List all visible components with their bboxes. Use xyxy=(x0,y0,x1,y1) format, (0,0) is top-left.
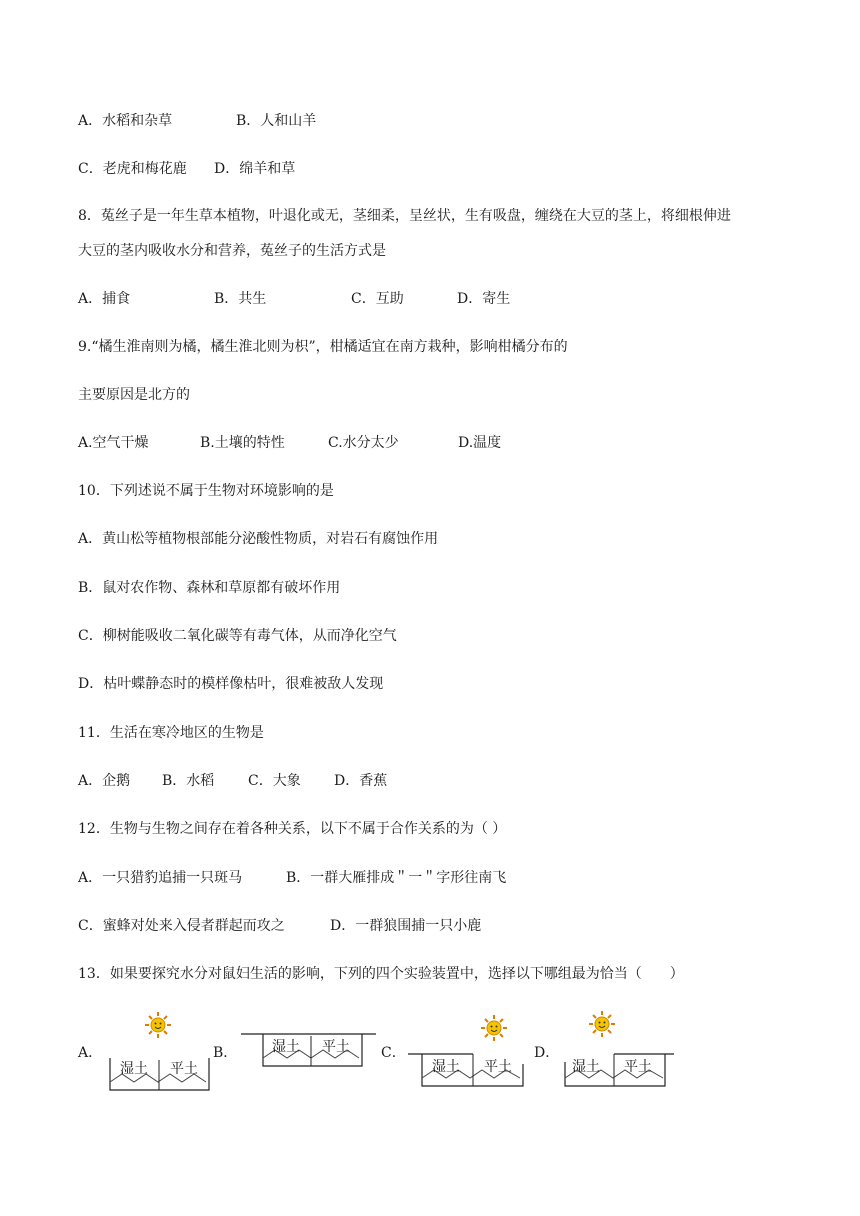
option-c: C．蜜蜂对处来入侵者群起而攻之 xyxy=(78,918,285,934)
option-b: B．水稻 xyxy=(162,773,215,789)
option-d: D．一群狼围捕一只小鹿 xyxy=(330,918,482,934)
q13-stem: 13．如果要探究水分对鼠妇生活的影响，下列的四个实验装置中，选择以下哪组最为恰当（ ） xyxy=(78,966,684,982)
option-a: A．捕食 xyxy=(78,291,131,307)
option-d: D.温度 xyxy=(458,435,502,451)
q11-options xyxy=(78,771,387,791)
option-a-letter: A． xyxy=(78,1045,103,1061)
apparatus-b xyxy=(241,1034,376,1066)
svg-text:平土: 平土 xyxy=(624,1059,652,1075)
q12-options-cd xyxy=(78,916,481,936)
apparatus-c xyxy=(408,1015,523,1086)
q10-option-a: A．黄山松等植物根部能分泌酸性物质，对岩石有腐蚀作用 xyxy=(78,531,439,547)
q7-options-ab xyxy=(78,111,316,131)
option-c: C．大象 xyxy=(248,773,301,789)
apparatus-drawings xyxy=(78,1010,778,1100)
svg-text:湿土: 湿土 xyxy=(572,1059,600,1075)
sun-icon xyxy=(145,1012,171,1038)
q9-stem-line-2: 主要原因是北方的 xyxy=(78,387,190,403)
option-a: A．水稻和杂草 xyxy=(78,113,173,129)
option-a: A．企鹅 xyxy=(78,773,131,789)
option-b: B．人和山羊 xyxy=(236,113,317,129)
option-c: C．老虎和梅花鹿 xyxy=(78,161,187,177)
option-b: B．共生 xyxy=(214,291,267,307)
svg-text:湿土: 湿土 xyxy=(432,1059,460,1075)
option-d-letter: D． xyxy=(534,1045,560,1061)
option-c: C．互助 xyxy=(351,291,404,307)
option-b-letter: B． xyxy=(213,1045,238,1061)
option-d: D．寄生 xyxy=(457,291,511,307)
svg-text:湿土: 湿土 xyxy=(272,1039,300,1055)
q10-option-c: C．柳树能吸收二氧化碳等有毒气体，从而净化空气 xyxy=(78,628,397,644)
option-a: A.空气干燥 xyxy=(78,435,149,451)
option-c-letter: C． xyxy=(381,1045,406,1061)
option-d: D．绵羊和草 xyxy=(214,161,296,177)
q8-stem-line-1: 8．菟丝子是一年生草本植物，叶退化或无，茎细柔，呈丝状，生有吸盘，缠绕在大豆的茎上，将细根伸进 xyxy=(78,208,731,224)
q11-stem: 11．生活在寒冷地区的生物是 xyxy=(78,725,264,741)
svg-text:湿土: 湿土 xyxy=(120,1061,148,1077)
q10-stem: 10．下列述说不属于生物对环境影响的是 xyxy=(78,483,334,499)
q10-option-d: D．枯叶蝶静态时的模样像枯叶，很难被敌人发现 xyxy=(78,676,384,692)
svg-text:平土: 平土 xyxy=(170,1061,198,1077)
apparatus-d xyxy=(565,1011,674,1086)
option-b: B．一群大雁排成＂一＂字形往南飞 xyxy=(286,870,507,886)
q12-options-ab xyxy=(78,868,506,888)
q8-options xyxy=(78,289,510,309)
q12-stem: 12．生物与生物之间存在着各种关系，以下不属于合作关系的为（ ） xyxy=(78,821,507,837)
option-c: C.水分太少 xyxy=(328,435,399,451)
q10-option-b: B．鼠对农作物、森林和草原都有破坏作用 xyxy=(78,580,341,596)
q9-options xyxy=(78,433,501,453)
option-b: B.土壤的特性 xyxy=(200,435,285,451)
apparatus-a xyxy=(110,1012,209,1090)
svg-text:平土: 平土 xyxy=(484,1059,512,1075)
q13-apparatus-diagram xyxy=(78,1010,778,1100)
sun-icon xyxy=(589,1011,615,1037)
option-a: A．一只猎豹追捕一只斑马 xyxy=(78,870,243,886)
q8-stem-line-2: 大豆的茎内吸收水分和营养，菟丝子的生活方式是 xyxy=(78,243,386,259)
option-d: D．香蕉 xyxy=(334,773,388,789)
q9-stem-line-1: 9.“橘生淮南则为橘，橘生淮北则为枳”，柑橘适宜在南方栽种，影响柑橘分布的 xyxy=(78,339,568,355)
q7-options-cd xyxy=(78,159,295,179)
sun-icon xyxy=(481,1015,507,1041)
svg-text:平土: 平土 xyxy=(322,1039,350,1055)
